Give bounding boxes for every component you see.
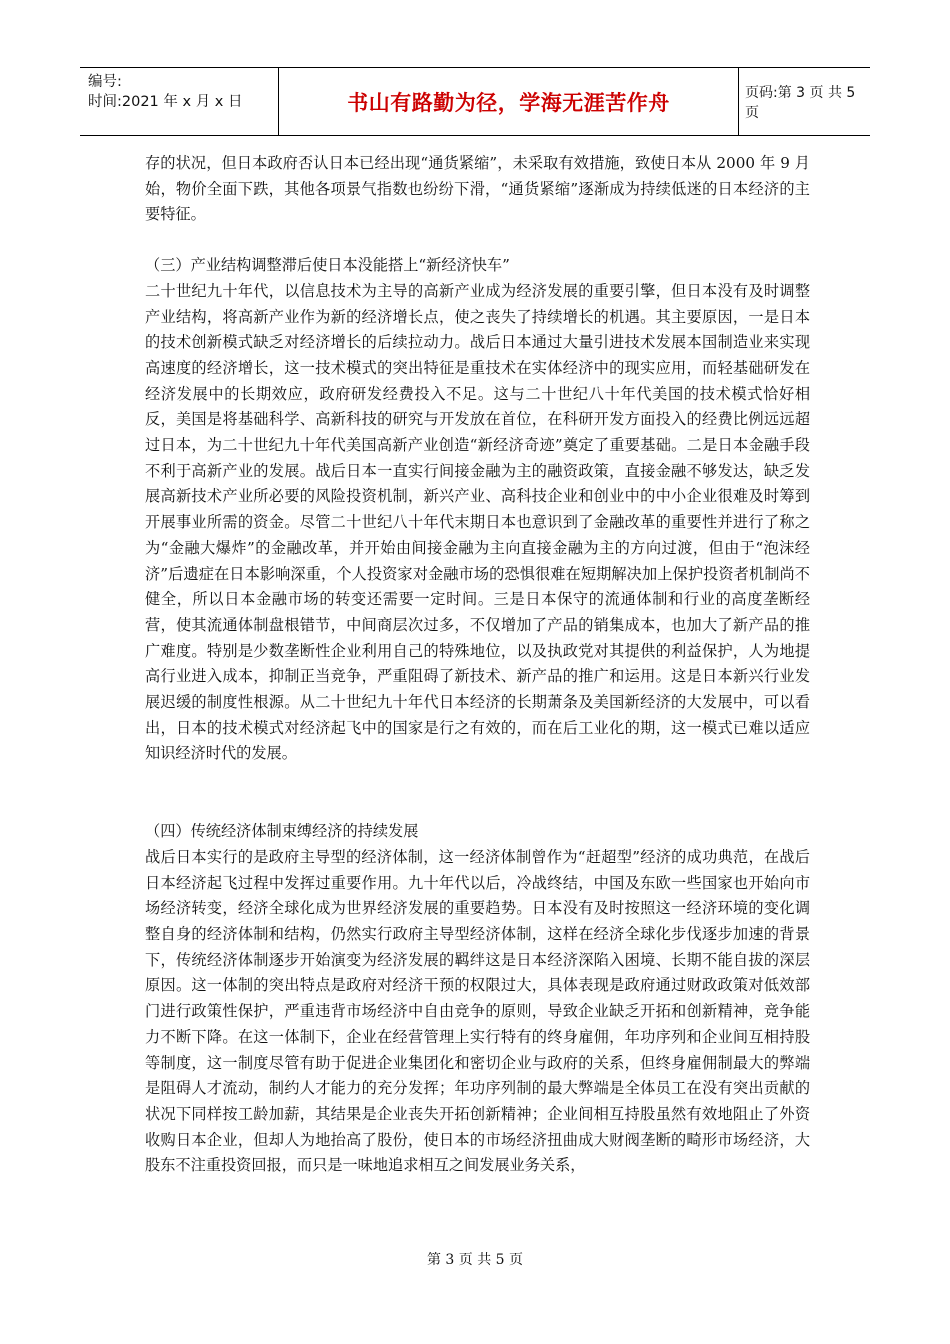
header-page-number: 页码:第 3 页 共 5 页: [745, 84, 856, 121]
header-motto: 书山有路勤为径，学海无涯苦作舟: [279, 68, 739, 135]
section-heading-4: （四）传统经济体制束缚经济的持续发展: [145, 822, 419, 841]
paragraph-industry-structure: 二十世纪九十年代，以信息技术为主导的高新产业成为经济发展的重要引擎，但日本没有及时调整产业结构，将高新产业作为新的经济增长点，使之丧失了持续增长的机遇。其主要原因，一是日本的技术创新模式缺乏对经济增长的后续拉动力。战后日本通过大量引进技术发展本国制造业来实现高速度的经济增长，这一技术模式的突出特征是重技术在实体经济中的现实应用，而轻基础研发在经济发展中的长期效应，政府研发经费投入不足。这与二十世纪八十年代美国的技术模式恰好相反，美国是将基础科学、高新科技的研究与开发放在首位，在科研开发方面投入的经费比例远远超过日本，为二十世纪九十年代美国高新产业创造“新经济奇迹”奠定了重要基础。二是日本金融手段不利于高新产业的发展。战后日本一直实行间接金融为主的融资政策，直接金融不够发达，缺乏发展高新技术产业所必要的风险投资机制，新兴产业、高科技企业和创业中的中小企业很难及时筹到开展事业所需的资金。尽管二十世纪八十年代末期日本也意识到了金融改革的重要性并进行了称之为“金融大爆炸”的金融改革，并开始由间接金融为主向直接金融为主的方向过渡，但由于“泡沫经济”后遗症在日本影响深重，个人投资家对金融市场的恐惧很难在短期解决加上保护投资者机制尚不健全，所以日本金融市场的转变还需要一定时间。三是日本保守的流通体制和行业的高度垄断经营，使其流通体制盘根错节，中间商层次过多，不仅增加了产品的销集成本，也加大了新产品的推广难度。特别是少数垄断性企业利用自己的特殊地位，以及执政党对其提供的利益保护，人为地提高行业进入成本，抑制正当竞争，严重阻碍了新技术、新产品的推广和运用。这是日本新兴行业发展迟缓的制度性根源。从二十世纪九十年代日本经济的长期萧条及美国新经济的大发展中，可以看出，日本的技术模式对经济起飞中的国家是行之有效的，而在后工业化的期，这一模式已难以适应知识经济时代的发展。: [145, 281, 810, 763]
paragraph-continued: 存的状况，但日本政府否认日本已经出现“通货紧缩”，未采取有效措施，致使日本从 2000 年 9 月始，物价全面下跌，其他各项景气指数也纷纷下滑，“通货紧缩”逐渐成为持续低迷的日本经济的主要特征。: [145, 154, 810, 224]
paragraph-economic-system: 战后日本实行的是政府主导型的经济体制，这一经济体制曾作为“赶超型”经济的成功典范，在战后日本经济起飞过程中发挥过重要作用。九十年代以后，冷战终结，中国及东欧一些国家也开始向市场经济转变，经济全球化成为世界经济发展的重要趋势。日本没有及时按照这一经济环境的变化调整自身的经济体制和结构，仍然实行政府主导型经济体制，这样在经济全球化步伐逐步加速的背景下，传统经济体制逐步开始演变为经济发展的羁绊这是日本经济深陷入困境、长期不能自拔的深层原因。这一体制的突出特点是政府对经济干预的权限过大，具体表现是政府通过财政政策对低效部门进行政策性保护，严重违背市场经济中自由竞争的原则，导致企业缺乏开拓和创新精神，竞争能力不断下降。在这一体制下，企业在经营管理上实行特有的终身雇佣，年功序列和企业间互相持股等制度，这一制度尽管有助于促进企业集团化和密切企业与政府的关系，但终身雇佣制最大的弊端是阻碍人才流动，制约人才能力的充分发挥；年功序列制的最大弊端是全体员工在没有突出贡献的状况下同样按工龄加薪，其结果是企业丧失开拓创新精神；企业间相互持股虽然有效地阻止了外资收购日本企业，但却人为地抬高了股份，使日本的市场经济扭曲成大财阀垄断的畸形市场经济，大股东不注重投资回报，而只是一味地追求相互之间发展业务关系，: [145, 847, 810, 1175]
page-footer: [0, 1249, 950, 1269]
page-header: [80, 67, 870, 136]
header-meta: [80, 68, 279, 135]
document-number-label: 编号:: [88, 74, 122, 90]
document-date: 时间:2021 年 x 月 x 日: [88, 94, 243, 110]
document-body: [145, 151, 810, 1179]
section-heading-3: （三）产业结构调整滞后使日本没能搭上“新经济快车”: [145, 256, 510, 275]
footer-page-number: 第 3 页 共 5 页: [426, 1252, 524, 1268]
